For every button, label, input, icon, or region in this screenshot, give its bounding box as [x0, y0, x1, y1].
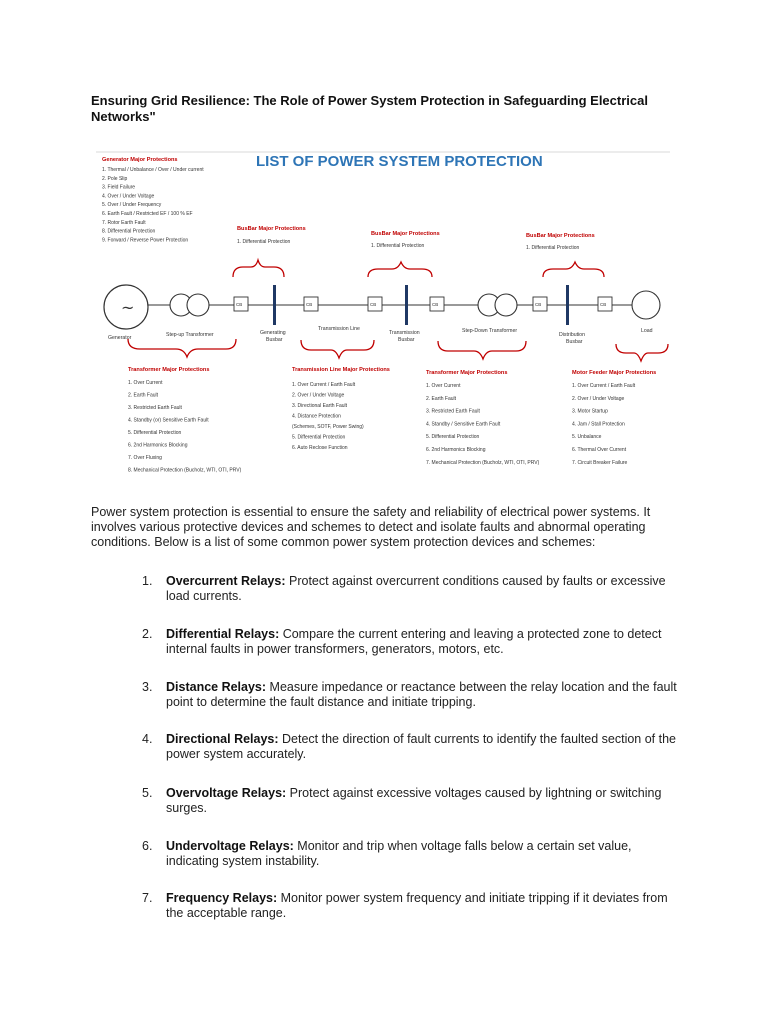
- transformer2-item: 5. Differential Protection: [426, 434, 480, 441]
- motor-item: 6. Thermal Over Current: [572, 447, 627, 453]
- generator-item: 1. Thermal / Unbalance / Over / Under current: [102, 167, 204, 173]
- label-tline: Transmission Line: [318, 326, 360, 332]
- transformer1-item: 8. Mechanical Protection (Bucholz, WTI, OTI, PRV): [128, 467, 242, 474]
- relay-name: Directional Relays:: [166, 732, 279, 746]
- cb-6-label: CB: [600, 302, 607, 307]
- protection-diagram-svg: [96, 150, 670, 480]
- relay-name: Overvoltage Relays:: [166, 786, 287, 800]
- busbar1-header: BusBar Major Protections: [237, 226, 306, 232]
- generator-item: 7. Rotor Earth Fault: [102, 219, 146, 226]
- transmission-busbar: [405, 285, 408, 325]
- generator-item: 9. Forward / Reverse Power Protection: [102, 237, 189, 244]
- motor-item: 3. Motor Startup: [572, 408, 608, 415]
- relay-number: 4.: [142, 732, 153, 746]
- intro-paragraph: Power system protection is essential to ensure the safety and reliability of electrical power systems. It involves various protective devices and schemes to detect and isolate faults and abnormal operating conditions. Below is a list of some common power system protection devices and schemes:: [91, 505, 651, 549]
- busbar3-header: BusBar Major Protections: [526, 233, 595, 239]
- motor-item: 1. Over Current / Earth Fault: [572, 383, 636, 389]
- transformer1-item: 1. Over Current: [128, 380, 163, 386]
- transformer1-header: Transformer Major Protections: [128, 367, 210, 373]
- stepdown-secondary-coil: [495, 294, 517, 316]
- transformer1-item: 4. Standby (or) Sensitive Earth Fault: [128, 417, 209, 424]
- motor-protection-list: [572, 383, 636, 466]
- cb-1-label: CB: [236, 302, 243, 307]
- load-symbol: [632, 291, 660, 319]
- relay-text: [166, 839, 682, 869]
- stepup-secondary-coil: [187, 294, 209, 316]
- tline_prot-item: (Schemes, SOTF, Power Swing): [292, 424, 364, 430]
- tline_prot-item: 4. Distance Protection: [292, 413, 341, 420]
- document-title: Ensuring Grid Resilience: The Role of Power System Protection in Safeguarding Electrical Networks": [91, 93, 648, 124]
- busbar2-item: 1. Differential Protection: [371, 243, 425, 249]
- tline-header: Transmission Line Major Protections: [292, 367, 390, 373]
- label-stepdown: Step-Down Transformer: [462, 328, 518, 334]
- cb-2-label: CB: [306, 302, 313, 307]
- relay-number: 3.: [142, 680, 153, 694]
- generator-protection-list: [102, 167, 204, 243]
- relay-name: Frequency Relays:: [166, 891, 278, 905]
- tline_prot-item: 6. Auto Reclose Function: [292, 445, 348, 451]
- motor-brace: [616, 344, 668, 361]
- busbar2-header: BusBar Major Protections: [371, 231, 440, 237]
- single-line-diagram: [104, 285, 660, 329]
- generator-wave-icon: ~: [121, 298, 135, 317]
- cb-3-label: CB: [370, 302, 377, 307]
- diagram-heading: LIST OF POWER SYSTEM PROTECTION: [256, 153, 543, 170]
- transformer1-item: 2. Earth Fault: [128, 392, 159, 399]
- relay-text: [166, 732, 682, 762]
- relay-name: Differential Relays:: [166, 627, 280, 641]
- generator-header: Generator Major Protections: [102, 157, 178, 163]
- transformer1-item: 5. Differential Protection: [128, 430, 182, 436]
- transformer2-protection-list: [426, 383, 540, 466]
- label-dbus-2: Busbar: [566, 339, 583, 345]
- transformer2-item: 4. Standby / Sensitive Earth Fault: [426, 421, 501, 428]
- transformer1-item: 7. Over Fluxing: [128, 455, 162, 461]
- relay-number: 2.: [142, 627, 153, 641]
- tline_prot-item: 1. Over Current / Earth Fault: [292, 382, 356, 388]
- relay-text: [166, 627, 682, 657]
- transformer2-item: 6. 2nd Harmonics Blocking: [426, 447, 486, 453]
- label-tbus-2: Busbar: [398, 337, 415, 343]
- busbar3-brace: [543, 262, 604, 277]
- transformer2-item: 3. Restricted Earth Fault: [426, 408, 480, 415]
- generator-item: 4. Over / Under Voltage: [102, 193, 155, 200]
- generator-item: 3. Field Failure: [102, 184, 136, 191]
- busbar1-item: 1. Differential Protection: [237, 239, 291, 245]
- tline_prot-item: 5. Differential Protection: [292, 434, 346, 441]
- generator-item: 8. Differential Protection: [102, 228, 156, 235]
- transformer2-item: 1. Over Current: [426, 383, 461, 389]
- busbar1-brace: [233, 260, 284, 277]
- cb-5-label: CB: [535, 302, 542, 307]
- relay-name: Overcurrent Relays:: [166, 574, 286, 588]
- relay-description: Monitor and trip when voltage falls below a certain set value, indicating system instability.: [166, 839, 632, 868]
- relay-description: Protect against overcurrent conditions caused by faults or excessive load currents.: [166, 574, 666, 603]
- relay-description: Protect against excessive voltages caused by lightning or switching surges.: [166, 786, 662, 815]
- transformer2-item: 2. Earth Fault: [426, 395, 457, 402]
- transformer1-item: 6. 2nd Harmonics Blocking: [128, 442, 188, 449]
- busbar3-item: 1. Differential Protection: [526, 245, 580, 251]
- transformer1-protection-list: [128, 380, 242, 474]
- relay-description: Monitor power system frequency and initiate tripping if it deviates from the acceptable range.: [166, 891, 668, 920]
- motor-item: 7. Circuit Breaker Failure: [572, 459, 628, 466]
- relay-text: [166, 680, 682, 710]
- generator-item: 5. Over / Under Frequency: [102, 202, 162, 209]
- transformer2-brace: [438, 341, 526, 359]
- cb-4-label: CB: [432, 302, 439, 307]
- relay-text: [166, 574, 682, 604]
- tline_prot-item: 2. Over / Under Voltage: [292, 392, 345, 399]
- relay-text: [166, 891, 682, 921]
- generating-busbar: [273, 285, 276, 325]
- tline_prot-item: 3. Directional Earth Fault: [292, 403, 348, 409]
- generator-item: 2. Pole Slip: [102, 175, 128, 182]
- transformer1-item: 3. Restricted Earth Fault: [128, 405, 182, 411]
- transformer1-brace: [128, 339, 236, 357]
- relay-number: 5.: [142, 786, 153, 800]
- label-stepup: Step-up Transformer: [166, 332, 214, 338]
- relay-description: Measure impedance or reactance between the relay location and the fault point to determine the fault distance and initiate tripping.: [166, 680, 677, 709]
- tline-brace: [301, 340, 374, 358]
- generator-item: 6. Earth Fault / Restricted EF / 100 % EF: [102, 211, 193, 217]
- label-generator: Generator: [108, 335, 132, 341]
- relay-description: Compare the current entering and leaving a protected zone to detect internal faults in power transformers, generators, motors, etc.: [166, 627, 662, 656]
- busbar2-brace: [368, 262, 432, 277]
- transformer2-header: Transformer Major Protections: [426, 370, 508, 376]
- motor-header: Motor Feeder Major Protections: [572, 370, 657, 376]
- transformer2-item: 7. Mechanical Protection (Bucholz, WTI, OTI, PRV): [426, 459, 540, 466]
- distribution-busbar: [566, 285, 569, 325]
- relay-number: 7.: [142, 891, 153, 905]
- label-gen-busbar-2: Busbar: [266, 337, 283, 343]
- protection-diagram: [96, 150, 670, 480]
- tline-protection-list: [292, 382, 364, 451]
- relay-name: Undervoltage Relays:: [166, 839, 294, 853]
- motor-item: 5. Unbalance: [572, 434, 602, 441]
- label-tbus-1: Transmission: [389, 330, 420, 336]
- label-load: Load: [641, 328, 653, 334]
- motor-item: 2. Over / Under Voltage: [572, 395, 625, 402]
- relay-number: 6.: [142, 839, 153, 853]
- label-dbus-1: Distribution: [559, 332, 585, 338]
- relay-name: Distance Relays:: [166, 680, 267, 694]
- relay-text: [166, 786, 682, 816]
- relay-description: Detect the direction of fault currents to identify the faulted section of the power system accurately.: [166, 732, 676, 761]
- motor-item: 4. Jam / Stall Protection: [572, 421, 625, 428]
- relay-number: 1.: [142, 574, 153, 588]
- label-gen-busbar-1: Generating: [260, 330, 286, 336]
